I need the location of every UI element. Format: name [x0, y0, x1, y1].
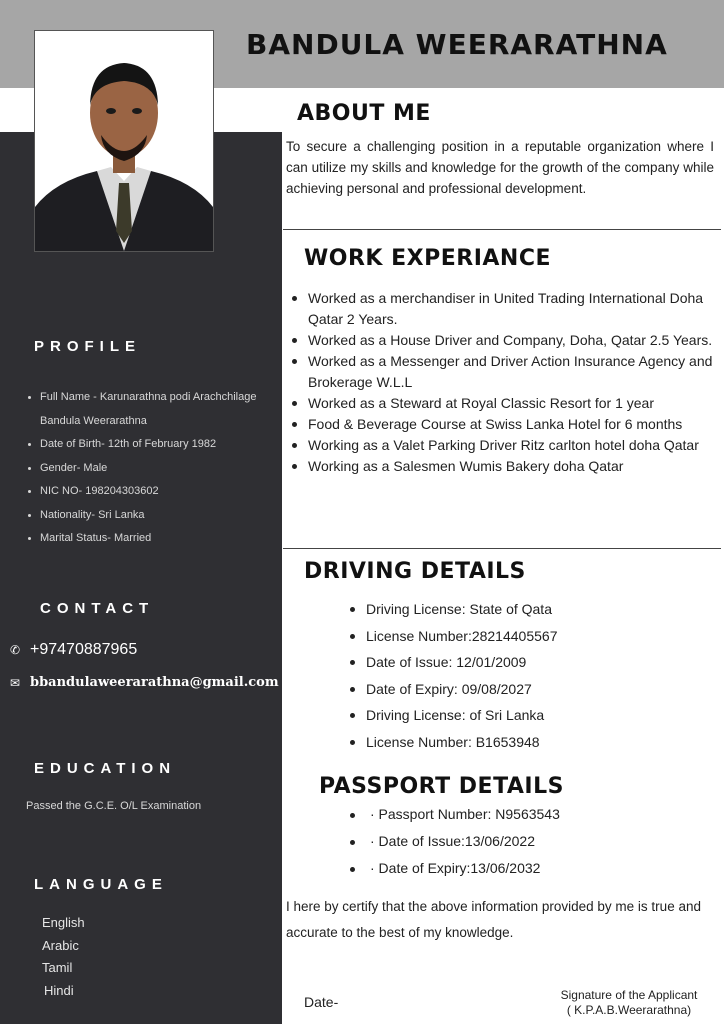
- email-address: bbandulaweerarathna@gmail.com: [30, 675, 279, 690]
- divider: [283, 548, 721, 549]
- education-text: Passed the G.C.E. O/L Examination: [26, 800, 202, 812]
- driving-item: Driving License: of Sri Lanka: [348, 702, 557, 729]
- language-item: Hindi: [44, 982, 74, 998]
- driving-item: Driving License: State of Qata: [348, 596, 557, 623]
- work-item: Working as a Valet Parking Driver Ritz carlton hotel doha Qatar: [290, 435, 718, 456]
- driving-heading: DRIVING DETAILS: [304, 559, 526, 584]
- signature-block: [540, 988, 718, 1018]
- work-list: [290, 288, 718, 477]
- work-item: Worked as a Steward at Royal Classic Resort for 1 year: [290, 393, 718, 414]
- passport-heading: PASSPORT DETAILS: [319, 774, 564, 799]
- language-item: Arabic: [42, 937, 79, 953]
- profile-item-nic: NIC NO- 198204303602: [24, 480, 274, 504]
- language-list: [42, 912, 85, 1002]
- work-item: Worked as a Messenger and Driver Action Insurance Agency and Brokerage W.L.L: [290, 351, 718, 393]
- language-heading: LANGUAGE: [34, 876, 168, 893]
- phone-row: [10, 641, 137, 659]
- driving-item: License Number: B1653948: [348, 729, 557, 756]
- profile-item-dob: Date of Birth- 12th of February 1982: [24, 433, 274, 457]
- profile-item-full-name: Full Name - Karunarathna podi Arachchilage Bandula Weerarathna: [24, 386, 274, 433]
- work-item: Worked as a House Driver and Company, Doha, Qatar 2.5 Years.: [290, 330, 718, 351]
- date-label: Date-: [304, 994, 339, 1010]
- email-row: [10, 675, 279, 690]
- phone-icon: ✆: [10, 643, 21, 657]
- about-text: To secure a challenging position in a reputable organization where I can utilize my skills and knowledge for the growth of the company while achieving personal and professional development.: [286, 139, 714, 196]
- passport-list: [348, 801, 560, 882]
- work-item: Worked as a merchandiser in United Trading International Doha Qatar 2 Years.: [290, 288, 718, 330]
- driving-list: [348, 596, 557, 755]
- profile-item-nationality: Nationality- Sri Lanka: [24, 504, 274, 528]
- profile-photo: [34, 30, 214, 252]
- profile-item-marital-status: Marital Status- Married: [24, 527, 274, 551]
- divider: [283, 229, 721, 230]
- driving-item: License Number:28214405567: [348, 623, 557, 650]
- envelope-icon: ✉: [10, 675, 21, 690]
- passport-item: · Date of Issue:13/06/2022: [348, 828, 560, 855]
- profile-heading: PROFILE: [34, 338, 142, 355]
- passport-item: · Date of Expiry:13/06/2032: [348, 855, 560, 882]
- work-item: Working as a Salesmen Wumis Bakery doha Qatar: [290, 456, 718, 477]
- certification-statement: I here by certify that the above information provided by me is true and accurate to the best of my knowledge.: [286, 899, 701, 940]
- language-item: English: [42, 915, 85, 930]
- applicant-name: BANDULA WEERARATHNA: [246, 28, 668, 61]
- profile-item-gender: Gender- Male: [24, 457, 274, 481]
- profile-list: [24, 386, 274, 551]
- driving-item: Date of Expiry: 09/08/2027: [348, 676, 557, 703]
- education-heading: EDUCATION: [34, 760, 177, 777]
- portrait-image: [35, 31, 213, 251]
- signature-title: Signature of the Applicant: [560, 988, 698, 1002]
- signature-name: ( K.P.A.B.Weerarathna): [566, 1003, 692, 1017]
- phone-number: +97470887965: [30, 641, 138, 658]
- driving-item: Date of Issue: 12/01/2009: [348, 649, 557, 676]
- passport-item: · Passport Number: N9563543: [348, 801, 560, 828]
- language-item: Tamil: [42, 960, 73, 975]
- about-heading: ABOUT ME: [297, 101, 431, 126]
- work-heading: WORK EXPERIANCE: [304, 246, 551, 271]
- contact-heading: CONTACT: [40, 600, 155, 617]
- work-item: Food & Beverage Course at Swiss Lanka Hotel for 6 months: [290, 414, 718, 435]
